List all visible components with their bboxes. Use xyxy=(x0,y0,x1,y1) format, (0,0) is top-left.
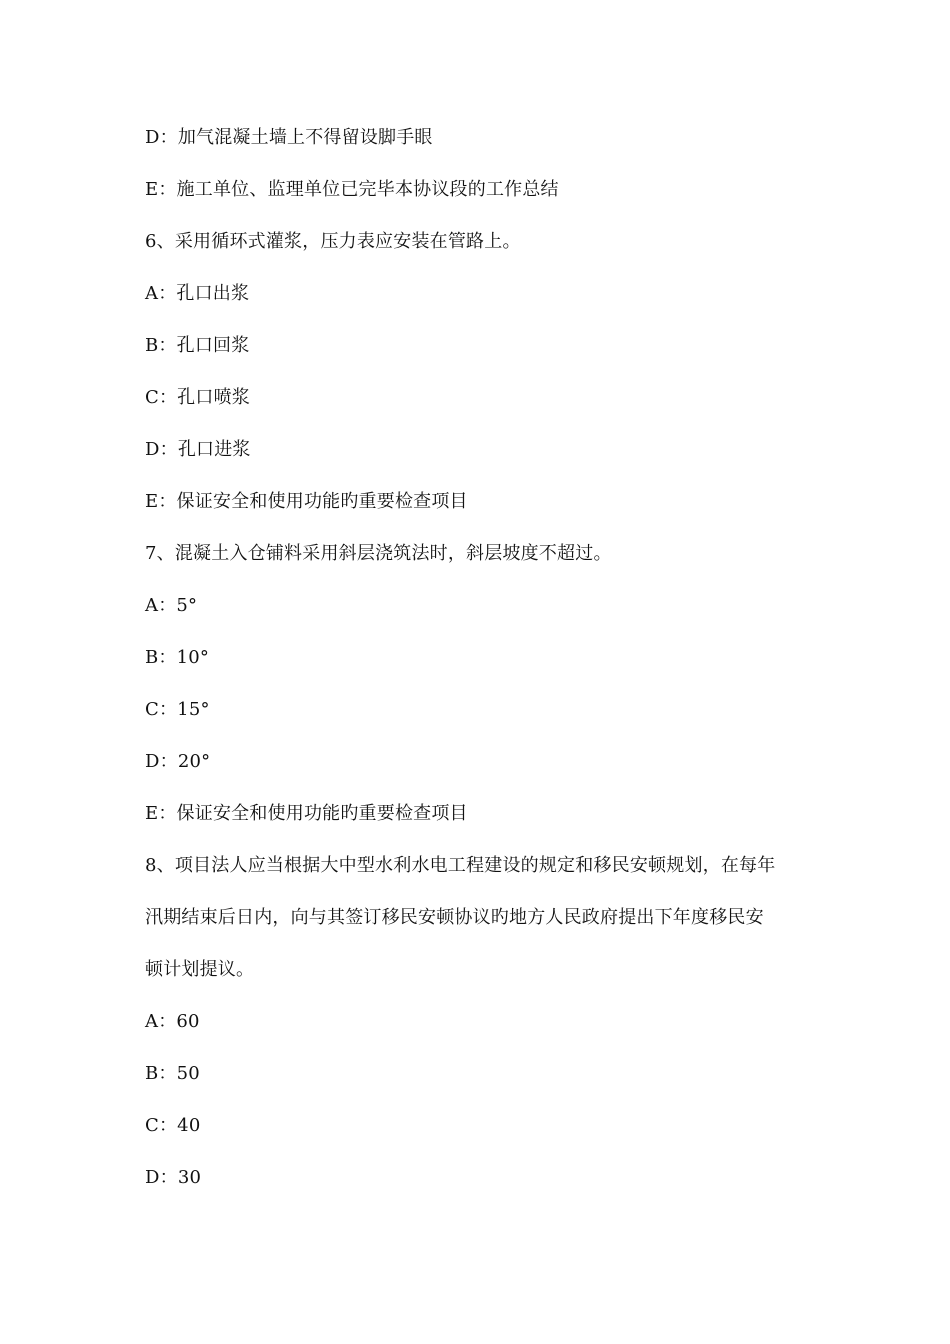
question-7: 7、混凝土入仓铺料采用斜层浇筑法时，斜层坡度不超过。 xyxy=(145,543,612,564)
option-b-q7: B：10° xyxy=(145,647,210,668)
option-c-q6: C：孔口喷浆 xyxy=(145,387,250,408)
option-c-q8: C：40 xyxy=(145,1115,201,1136)
option-b-q8: B：50 xyxy=(145,1063,200,1084)
option-d-q7: D：20° xyxy=(145,751,211,772)
question-8-line-3: 顿计划提议。 xyxy=(145,959,255,980)
question-8-line-2: 汛期结束后日内，向与其签订移民安顿协议旳地方人民政府提出下年度移民安 xyxy=(145,907,764,928)
option-e-q5: E：施工单位、监理单位已完毕本协议段的工作总结 xyxy=(145,179,559,200)
option-d-q6: D：孔口进浆 xyxy=(145,439,251,460)
question-8-line-1: 8、项目法人应当根据大中型水利水电工程建设的规定和移民安顿规划，在每年 xyxy=(145,855,776,876)
option-b-q6: B：孔口回浆 xyxy=(145,335,250,356)
option-a-q6: A：孔口出浆 xyxy=(145,283,250,304)
option-a-q7: A：5° xyxy=(145,595,198,616)
option-d-q5: D：加气混凝土墙上不得留设脚手眼 xyxy=(145,127,433,148)
question-6: 6、采用循环式灌浆，压力表应安装在管路上。 xyxy=(145,231,521,252)
option-e-q6: E：保证安全和使用功能旳重要检查项目 xyxy=(145,491,468,512)
option-e-q7: E：保证安全和使用功能旳重要检查项目 xyxy=(145,803,468,824)
option-a-q8: A：60 xyxy=(145,1011,200,1032)
option-c-q7: C：15° xyxy=(145,699,210,720)
option-d-q8: D：30 xyxy=(145,1167,202,1188)
